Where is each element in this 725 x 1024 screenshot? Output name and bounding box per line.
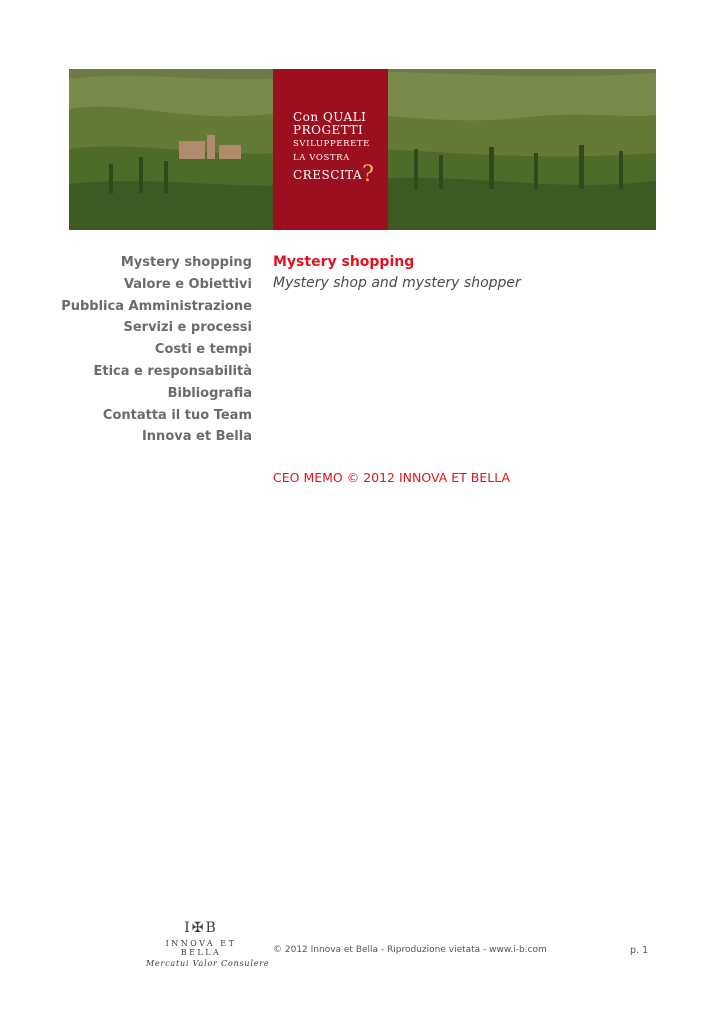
banner-line-4: LA VOSTRA — [293, 152, 350, 163]
logo-name: INNOVA ET BELLA — [165, 939, 237, 957]
nav-item-innova-et-bella[interactable]: Innova et Bella — [141, 429, 252, 445]
logo-motto: Mercatui Valor Consulere — [146, 959, 270, 968]
banner-line-5-wrap — [293, 163, 374, 187]
page-number: p. 1 — [630, 945, 649, 956]
nav-item-contatta-team[interactable]: Contatta il tuo Team — [102, 407, 252, 423]
nav-item-costi-tempi[interactable]: Costi e tempi — [154, 342, 252, 358]
question-mark-icon: ? — [362, 162, 374, 188]
footer-copyright: © 2012 Innova et Bella - Riproduzione vietata - www.i-b.com — [273, 945, 547, 955]
banner-line-3: SVILUPPERETE — [293, 139, 370, 150]
banner-line-5: CRESCITA — [293, 168, 363, 183]
ceo-memo-text: CEO MEMO © 2012 INNOVA ET BELLA — [273, 470, 511, 485]
banner-tagline — [293, 111, 374, 187]
banner-line-1: Con QUALI — [293, 110, 367, 124]
nav-item-servizi-processi[interactable]: Servizi e processi — [123, 320, 252, 336]
header-banner — [69, 69, 656, 230]
sidebar-nav — [60, 252, 252, 448]
logo-mark: I✠B — [184, 920, 218, 936]
nav-item-pubblica-amministrazione[interactable]: Pubblica Amministrazione — [61, 298, 252, 314]
main-content — [273, 252, 693, 294]
banner-red-panel — [273, 69, 388, 230]
nav-item-mystery-shopping[interactable]: Mystery shopping — [120, 255, 252, 270]
nav-item-valore-obiettivi[interactable]: Valore e Obiettivi — [123, 276, 252, 292]
page-subtitle: Mystery shop and mystery shopper — [273, 275, 521, 291]
banner-line-2: PROGETTI — [293, 123, 364, 138]
nav-item-etica-responsabilita[interactable]: Etica e responsabilità — [93, 363, 252, 379]
page-title: Mystery shopping — [273, 254, 415, 270]
nav-item-bibliografia[interactable]: Bibliografia — [167, 385, 252, 401]
company-logo — [146, 920, 270, 968]
